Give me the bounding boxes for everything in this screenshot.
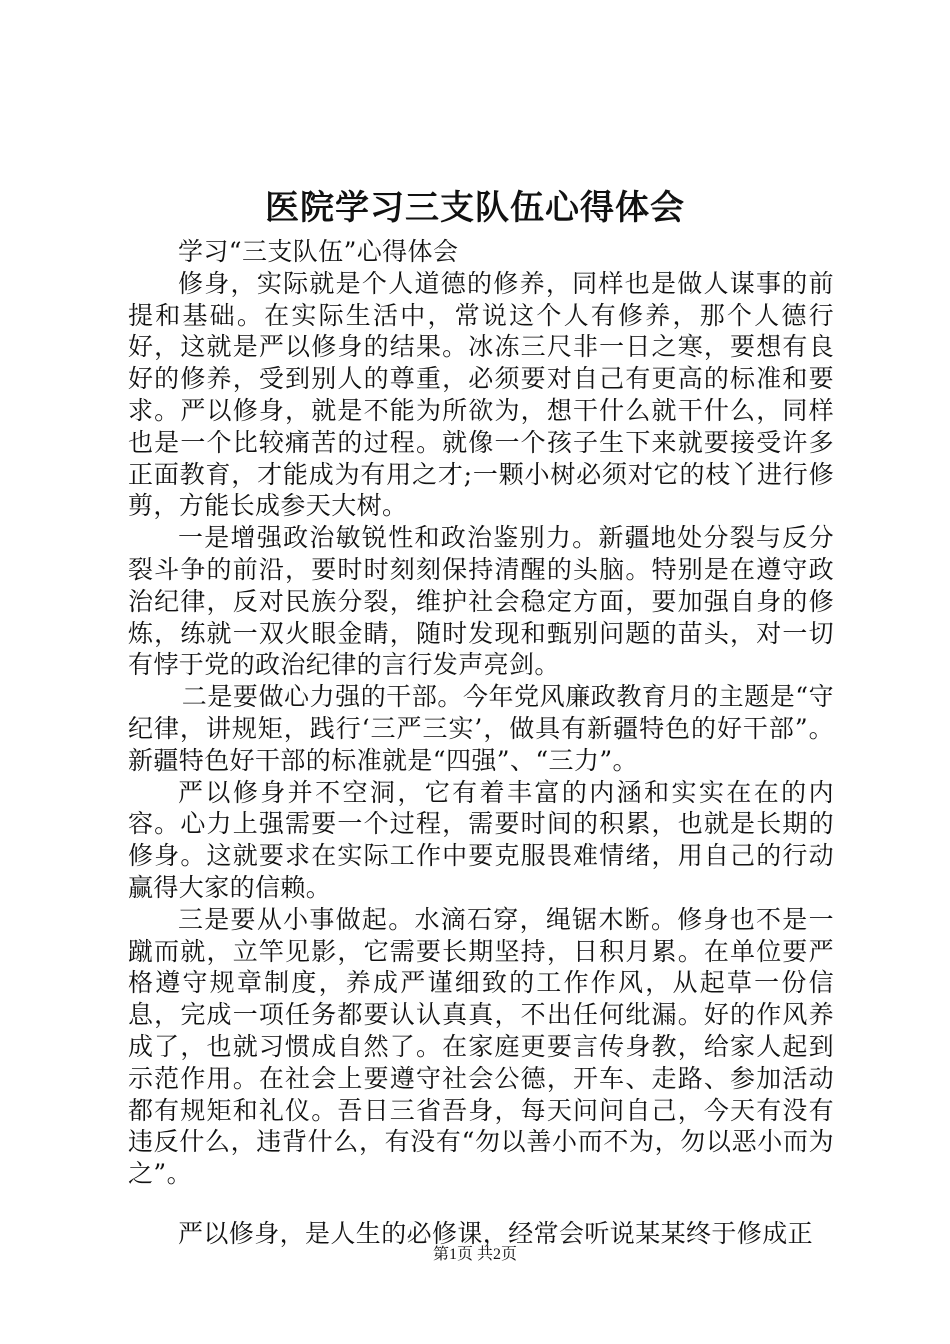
document-title: 医院学习三支队伍心得体会 [265,188,685,228]
body-paragraph: 三是要从小事做起。水滴石穿，绳锯木断。修身也不是一蹴而就，立竿见影，它需要长期坚持，日积月累。在单位要严格遵守规章制度，养成严谨细致的工作作风，从起草一份信息，完成一项任务都要认认真真，不出任何纰漏。好的作风养成了，也就习惯成自然了。在家庭更要言传身教，给家人起到示范作用。在社会上要遵守社会公德，开车、走路、参加活动都有规矩和礼仪。吾日三省吾身，每天问问自己，今天有没有违反什么，违背什么，有没有“勿以善小而不为，勿以恶小而为之”。 [128,904,834,1189]
document-body [128,236,834,1250]
body-paragraph: 修身，实际就是个人道德的修养，同样也是做人谋事的前提和基础。在实际生活中，常说这个人有修养，那个人德行好，这就是严以修身的结果。冰冻三尺非一日之寒，要想有良好的修养，受到别人的尊重，必须要对自己有更高的标准和要求。严以修身，就是不能为所欲为，想干什么就干什么，同样也是一个比较痛苦的过程。就像一个孩子生下来就要接受许多正面教育，才能成为有用之才;一颗小树必须对它的枝丫进行修剪，方能长成参天大树。 [128,268,834,521]
body-paragraph: 一是增强政治敏锐性和政治鉴别力。新疆地处分裂与反分裂斗争的前沿，要时时刻刻保持清醒的头脑。特别是在遵守政治纪律，反对民族分裂，维护社会稳定方面，要加强自身的修炼，练就一双火眼金睛，随时发现和甄别问题的苗头，对一切有悖于党的政治纪律的言行发声亮剑。 [128,523,834,680]
body-paragraph: 严以修身，是人生的必修课，经常会听说某某终于修成正 [178,1218,814,1248]
subtitle-paragraph: 学习“三支队伍”心得体会 [178,237,459,266]
page-number-footer: 第1页 共2页 [432,1246,517,1263]
body-paragraph: 严以修身并不空洞，它有着丰富的内涵和实实在在的内容。心力上强需要一个过程，需要时间的积累，也就是长期的修身。这就要求在实际工作中要克服畏难情绪，用自己的行动赢得大家的信赖。 [128,777,834,902]
body-paragraph: 二是要做心力强的干部。今年党风廉政教育月的主题是“守纪律，讲规矩，践行‘三严三实’，做具有新疆特色的好干部”。新疆特色好干部的标准就是“四强”、“三力”。 [128,682,834,775]
